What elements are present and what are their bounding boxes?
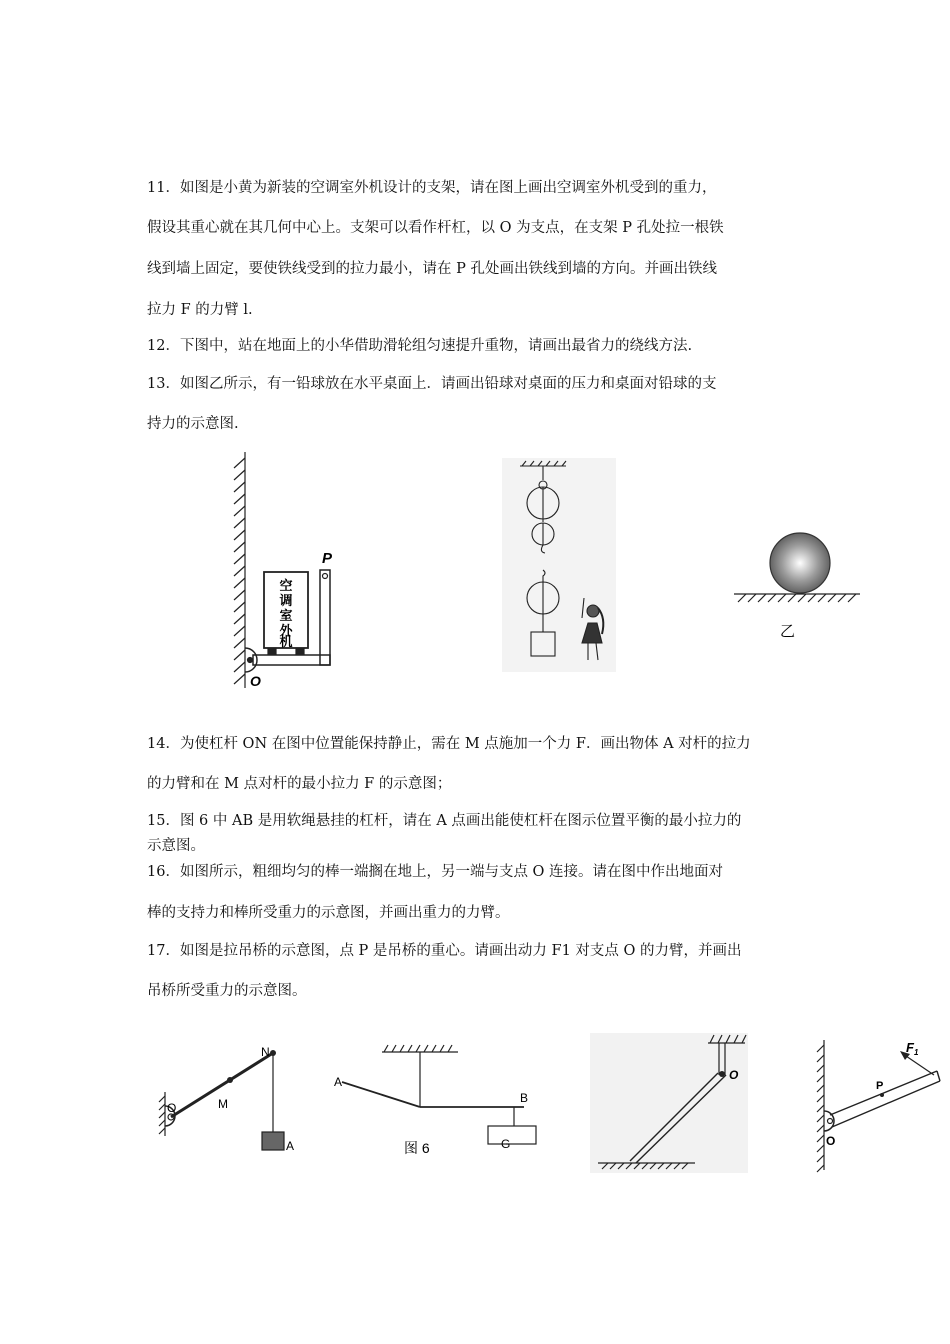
bridge-f1-letter: F: [906, 1040, 914, 1055]
q13-line1: 13．如图乙所示，有一铅球放在水平桌面上．请画出铅球对桌面的压力和桌面对铅球的支: [147, 376, 717, 392]
lever14-a-label: A: [286, 1139, 295, 1153]
sphere-caption: 乙: [780, 622, 796, 640]
lever14-o-label: O: [167, 1101, 177, 1115]
ac-unit-char-3: 室: [279, 608, 293, 623]
ac-bracket-figure: [228, 450, 348, 695]
pulley-figure: [502, 458, 616, 672]
lever15-b-label: B: [520, 1091, 529, 1105]
q16-line2: 棒的支持力和棒所受重力的示意图，并画出重力的力臂。: [147, 905, 510, 921]
q11-line3: 线到墙上固定，要使铁线受到的拉力最小，请在 P 孔处画出铁线到墙的方向。并画出铁线: [147, 261, 717, 277]
q16-line1: 16．如图所示，粗细均匀的棒一端搁在地上，另一端与支点 O 连接。请在图中作出地面对: [147, 864, 724, 880]
ac-unit-char-5: 机: [279, 634, 293, 649]
bridge-f1-subscript: 1: [913, 1048, 919, 1057]
lever14-m-label: M: [218, 1097, 228, 1111]
lever-on-figure: [155, 1040, 305, 1160]
q17-line2: 吊桥所受重力的示意图。: [147, 983, 307, 999]
bridge-f1-label: [906, 1040, 919, 1057]
q15-line1: 15．图 6 中 AB 是用软绳悬挂的杠杆，请在 A 点画出能使杠杆在图示位置平衡的最小拉力的: [147, 813, 742, 829]
ac-unit-char-1: 空: [279, 578, 293, 593]
q11-line1: 11．如图是小黄为新装的空调室外机设计的支架，请在图上画出空调室外机受到的重力，: [147, 180, 717, 196]
lever15-a-label: A: [334, 1075, 343, 1089]
lever15-caption: 图 6: [404, 1140, 430, 1156]
q15-line2: 示意图。: [147, 838, 205, 854]
q14-line2: 的力臂和在 M 点对杆的最小拉力 F 的示意图；: [147, 776, 452, 792]
bridge-o-label: O: [826, 1134, 836, 1148]
q11-line4: 拉力 F 的力臂 l.: [147, 302, 253, 318]
lever15-g-label: G: [501, 1137, 511, 1151]
drawbridge-figure: [812, 1035, 947, 1175]
ac-o-label: O: [250, 673, 261, 689]
bridge-p-label: P: [876, 1080, 884, 1092]
q17-line1: 17．如图是拉吊桥的示意图，点 P 是吊桥的重心。请画出动力 F1 对支点 O 的力臂，并画出: [147, 943, 742, 959]
sphere-figure: [728, 530, 868, 645]
q11-line2: 假设其重心就在其几何中心上。支架可以看作杆杠，以 O 为支点，在支架 P 孔处拉一根铁: [147, 220, 724, 236]
ac-unit-char-2: 调: [279, 593, 293, 608]
ac-p-label: P: [322, 550, 333, 567]
rod-o-label: O: [729, 1068, 739, 1082]
rod-figure: [590, 1033, 748, 1173]
q14-line1: 14．为使杠杆 ON 在图中位置能保持静止，需在 M 点施加一个力 F．画出物体 A 对杆的拉力: [147, 736, 751, 752]
ac-unit-char-4: 外: [279, 623, 293, 638]
lever14-n-label: N: [261, 1045, 270, 1059]
q12-line1: 12．下图中，站在地面上的小华借助滑轮组匀速提升重物，请画出最省力的绕线方法.: [147, 338, 693, 354]
q13-line2: 持力的示意图.: [147, 416, 239, 432]
lever-ab-figure: [330, 1040, 550, 1165]
